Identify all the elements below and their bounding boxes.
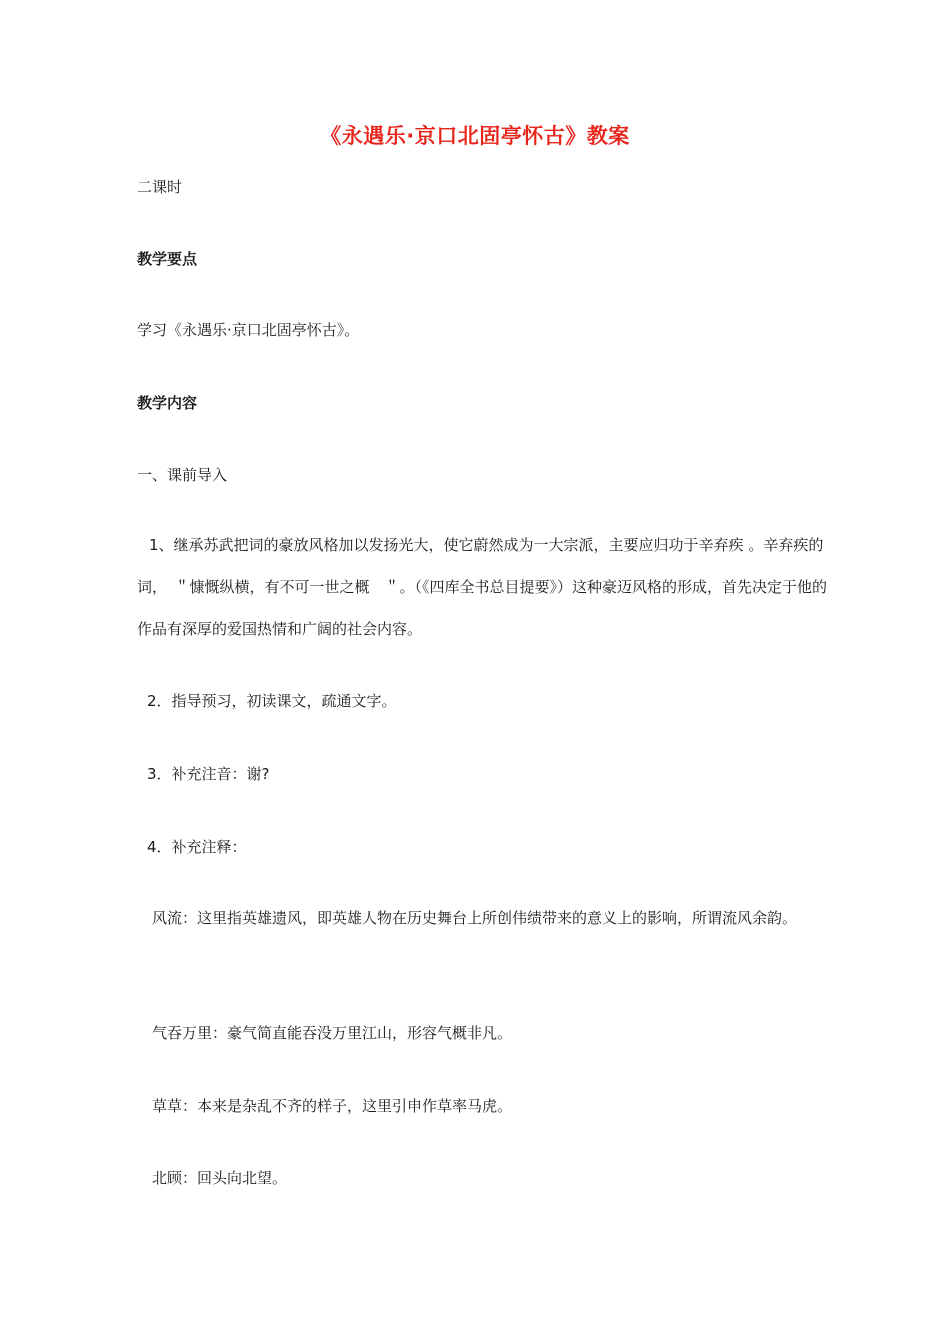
note-fengliu: 风流：这里指英雄遗风，即英雄人物在历史舞台上所创伟绩带来的意义上的影响，所谓流风余韵。 bbox=[152, 909, 798, 927]
section-heading-content: 教学内容 bbox=[137, 394, 198, 412]
document-title: 《永遇乐·京口北固亭怀古》教案 bbox=[320, 124, 630, 148]
item-1-paragraph: 1、继承苏武把词的豪放风格加以发扬光大，使它蔚然成为一大宗派，主要应归功于辛弃疾 。辛弃疾的词， ＂慷慨纵横，有不可一世之概 ＂。（《四库全书总目提要》）这种豪迈风格的形成，首先决定于他的作品有深厚的爱国热情和广阔的社会内容。 bbox=[137, 536, 828, 638]
item-3-paragraph: 3．补充注音：谢? bbox=[147, 765, 270, 783]
section-heading-key-points: 教学要点 bbox=[137, 250, 198, 268]
item-2-paragraph: 2．指导预习，初读课文，疏通文字。 bbox=[147, 692, 397, 710]
note-caocao: 草草：本来是杂乱不齐的样子，这里引申作草率马虎。 bbox=[152, 1097, 513, 1115]
class-hours: 二课时 bbox=[137, 178, 183, 196]
note-beigu: 北顾：回头向北望。 bbox=[152, 1169, 288, 1187]
key-points-text: 学习《永遇乐·京口北固亭怀古》。 bbox=[137, 321, 360, 339]
item-4-paragraph: 4．补充注释： bbox=[147, 838, 247, 856]
note-qitun: 气吞万里：豪气简直能吞没万里江山，形容气概非凡。 bbox=[152, 1024, 513, 1042]
part-one-heading: 一、课前导入 bbox=[137, 466, 228, 484]
